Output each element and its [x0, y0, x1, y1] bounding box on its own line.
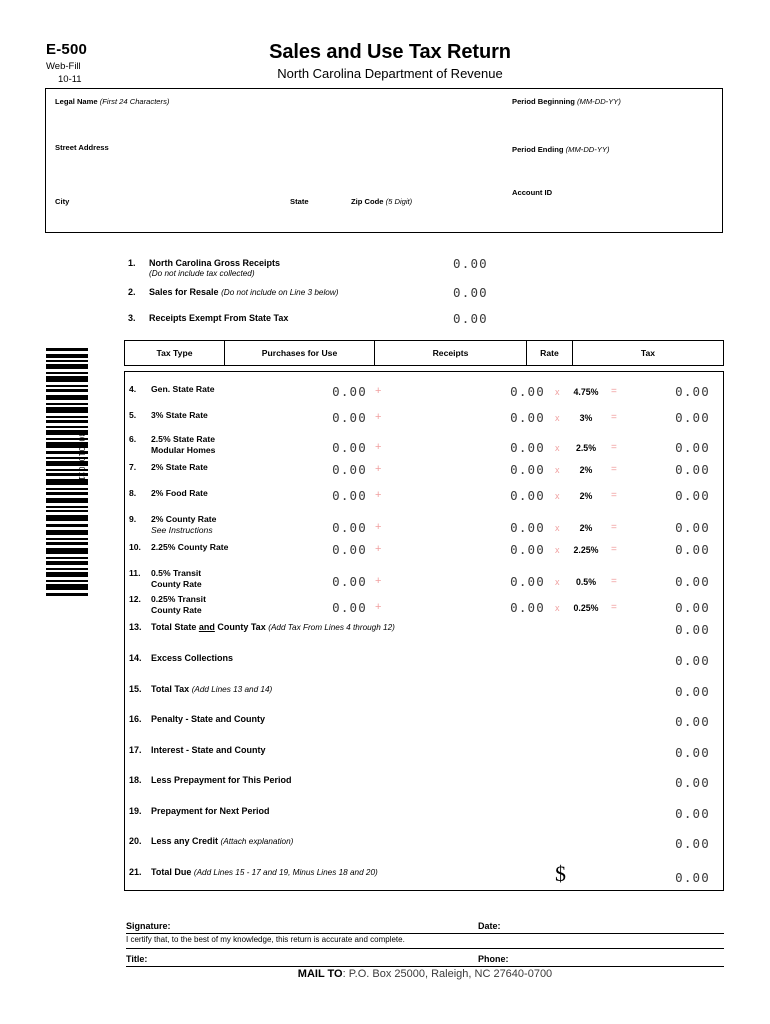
purchases-value[interactable]: 0.00 — [332, 462, 367, 477]
plus-operator-icon: + — [375, 489, 382, 501]
tax-value[interactable]: 0.00 — [675, 542, 710, 557]
line-label-text: Receipts Exempt From State Tax — [149, 313, 289, 323]
tax-row-4 — [125, 384, 725, 410]
row-label-line1: 2.5% State Rate — [151, 434, 216, 444]
times-operator-icon: x — [555, 387, 560, 397]
line-number: 3. — [128, 313, 136, 323]
date-label: Date: — [478, 921, 501, 931]
receipts-value[interactable]: 0.00 — [510, 542, 545, 557]
total-value[interactable]: 0.00 — [675, 806, 710, 821]
tax-value[interactable]: 0.00 — [675, 600, 710, 615]
times-operator-icon: x — [555, 465, 560, 475]
row-label — [151, 568, 202, 589]
total-row-15 — [125, 684, 725, 714]
mail-to-address: : P.O. Box 25000, Raleigh, NC 27640-0700 — [342, 968, 553, 980]
row-label — [151, 462, 208, 473]
plus-operator-icon: + — [375, 575, 382, 587]
receipts-value[interactable]: 0.00 — [510, 488, 545, 503]
row-label — [151, 542, 228, 553]
line-number: 1. — [128, 258, 136, 268]
column-header-tax-type: Tax Type — [125, 341, 225, 365]
state-label: State — [290, 197, 309, 206]
total-label — [151, 653, 233, 663]
total-number: 14. — [129, 653, 142, 663]
row-label — [151, 514, 216, 535]
receipts-value[interactable]: 0.00 — [510, 410, 545, 425]
purchases-value[interactable]: 0.00 — [332, 520, 367, 535]
line-label-text: North Carolina Gross Receipts — [149, 258, 281, 268]
phone-label: Phone: — [478, 954, 509, 964]
tax-row-8 — [125, 488, 725, 514]
row-label-line1: 2% State Rate — [151, 462, 208, 472]
receipts-value[interactable]: 0.00 — [510, 462, 545, 477]
total-label — [151, 836, 293, 846]
form-webfill-label: Web-Fill — [46, 61, 81, 72]
tax-row-7 — [125, 462, 725, 488]
tax-value[interactable]: 0.00 — [675, 520, 710, 535]
form-agency: North Carolina Department of Revenue — [277, 66, 503, 81]
row-number: 10. — [129, 542, 141, 552]
row-label-line1: 0.5% Transit — [151, 568, 202, 578]
total-number: 16. — [129, 714, 142, 724]
summary-line-1 — [128, 258, 728, 286]
street-address-label: Street Address — [55, 143, 109, 152]
total-label-text: Total State — [151, 622, 199, 632]
row-label-line1: 2% Food Rate — [151, 488, 208, 498]
row-number: 5. — [129, 410, 137, 420]
signature-area — [126, 916, 724, 967]
total-row-20 — [125, 836, 725, 866]
total-row-13 — [125, 622, 725, 652]
line-label — [149, 258, 280, 268]
row-label-line2: County Rate — [151, 578, 202, 589]
row-label — [151, 434, 215, 455]
period-ending-label: Period Ending (MM-DD-YY) — [512, 145, 610, 154]
summary-line-3 — [128, 313, 728, 341]
barcode-number: 8000104011 — [77, 432, 86, 481]
total-label — [151, 775, 292, 785]
total-value[interactable]: 0.00 — [675, 653, 710, 668]
purchases-value[interactable]: 0.00 — [332, 542, 367, 557]
row-number: 6. — [129, 434, 137, 444]
dollar-sign-icon: $ — [555, 861, 566, 886]
signature-row — [126, 916, 724, 934]
total-label-text: Interest - State and County — [151, 745, 266, 755]
total-label — [151, 622, 395, 632]
line-label — [149, 287, 339, 297]
row-label-line2: Modular Homes — [151, 444, 216, 455]
line-value[interactable]: 0.00 — [453, 311, 488, 326]
rate-value: 2.25% — [573, 545, 599, 555]
receipts-value[interactable]: 0.00 — [510, 574, 545, 589]
total-value[interactable]: 0.00 — [675, 775, 710, 790]
zip-code-label: Zip Code (5 Digit) — [351, 197, 413, 206]
line-value[interactable]: 0.00 — [453, 285, 488, 300]
equals-operator-icon: = — [611, 386, 617, 397]
purchases-value[interactable]: 0.00 — [332, 600, 367, 615]
purchases-value[interactable]: 0.00 — [332, 410, 367, 425]
page-title — [180, 41, 600, 82]
total-number: 13. — [129, 622, 142, 632]
row-number: 11. — [129, 568, 141, 578]
mail-to-bold: MAIL TO — [297, 968, 343, 980]
column-header-receipts: Receipts — [375, 341, 527, 365]
account-id-label: Account ID — [512, 188, 553, 197]
tax-row-9 — [125, 514, 725, 540]
total-label — [151, 745, 266, 755]
total-note: (Add Lines 13 and 14) — [191, 685, 273, 694]
row-number: 7. — [129, 462, 137, 472]
rate-value: 2% — [579, 523, 593, 533]
total-label — [151, 806, 270, 816]
equals-operator-icon: = — [611, 464, 617, 475]
tax-value[interactable]: 0.00 — [675, 410, 710, 425]
period-beginning-label: Period Beginning (MM-DD-YY) — [512, 97, 621, 106]
plus-operator-icon: + — [375, 521, 382, 533]
row-label — [151, 410, 208, 421]
rate-value: 2.5% — [575, 443, 597, 453]
tax-row-10 — [125, 542, 725, 568]
row-number: 8. — [129, 488, 137, 498]
total-row-18 — [125, 775, 725, 805]
tax-row-5 — [125, 410, 725, 436]
total-label-text-post: County Tax — [214, 622, 266, 632]
tax-table-header — [124, 340, 724, 366]
line-number: 2. — [128, 287, 136, 297]
times-operator-icon: x — [555, 523, 560, 533]
rate-value: 4.75% — [573, 387, 599, 397]
row-number: 12. — [129, 594, 141, 604]
total-label-text: Penalty - State and County — [151, 714, 266, 724]
row-label-line1: 0.25% Transit — [151, 594, 206, 604]
receipts-value[interactable]: 0.00 — [510, 440, 545, 455]
equals-operator-icon: = — [611, 490, 617, 501]
total-label-text: Excess Collections — [151, 653, 234, 663]
total-number: 20. — [129, 836, 142, 846]
row-label — [151, 488, 208, 499]
total-note: (Add Lines 15 - 17 and 19, Minus Lines 18 and 20) — [193, 868, 378, 877]
total-value[interactable]: 0.00 — [675, 745, 710, 760]
total-label-underlined: and — [198, 622, 215, 632]
row-label-line1: 3% State Rate — [151, 410, 208, 420]
total-row-16 — [125, 714, 725, 744]
title-label: Title: — [126, 954, 148, 964]
row-number: 9. — [129, 514, 137, 524]
rate-value: 2% — [579, 465, 593, 475]
row-label — [151, 384, 215, 395]
tax-row-12 — [125, 594, 725, 620]
total-number: 15. — [129, 684, 142, 694]
row-label-line2: See Instructions — [151, 524, 213, 535]
legal-name-label: Legal Name (First 24 Characters) — [55, 97, 170, 106]
line-note: (Do not include on Line 3 below) — [221, 288, 339, 297]
tax-value[interactable]: 0.00 — [675, 574, 710, 589]
line-sublabel: (Do not include tax collected) — [149, 269, 255, 278]
row-label — [151, 594, 206, 615]
total-value[interactable]: 0.00 — [675, 714, 710, 729]
plus-operator-icon: + — [375, 385, 382, 397]
equals-operator-icon: = — [611, 544, 617, 555]
taxpayer-info-box — [45, 88, 723, 233]
tax-row-11 — [125, 568, 725, 594]
total-number: 17. — [129, 745, 142, 755]
purchases-value[interactable]: 0.00 — [332, 440, 367, 455]
total-number: 19. — [129, 806, 142, 816]
column-header-rate: Rate — [527, 341, 573, 365]
plus-operator-icon: + — [375, 463, 382, 475]
line-value[interactable]: 0.00 — [453, 256, 488, 271]
mail-to-line — [126, 968, 724, 980]
equals-operator-icon: = — [611, 412, 617, 423]
summary-line-2 — [128, 287, 728, 315]
total-value[interactable]: 0.00 — [675, 836, 710, 851]
receipts-value[interactable]: 0.00 — [510, 384, 545, 399]
times-operator-icon: x — [555, 545, 560, 555]
total-number: 21. — [129, 867, 142, 877]
equals-operator-icon: = — [611, 576, 617, 587]
purchases-value[interactable]: 0.00 — [332, 574, 367, 589]
total-row-21 — [125, 861, 725, 897]
title-row — [126, 949, 724, 967]
total-note: (Attach explanation) — [220, 837, 294, 846]
plus-operator-icon: + — [375, 543, 382, 555]
total-number: 18. — [129, 775, 142, 785]
form-title: Sales and Use Tax Return — [269, 41, 511, 63]
signature-label: Signature: — [126, 921, 171, 931]
equals-operator-icon: = — [611, 442, 617, 453]
form-revision-date: 10-11 — [58, 74, 82, 85]
form-code: E-500 — [46, 41, 88, 58]
total-label — [151, 684, 272, 694]
row-label-line1: 2% County Rate — [151, 514, 217, 524]
tax-row-6 — [125, 434, 725, 460]
total-note: (Add Tax From Lines 4 through 12) — [268, 623, 395, 632]
total-value[interactable]: 0.00 — [675, 622, 710, 637]
city-label: City — [55, 197, 70, 206]
certification-statement: I certify that, to the best of my knowledge, this return is accurate and complete. — [126, 934, 724, 949]
total-label — [151, 867, 378, 877]
plus-operator-icon: + — [375, 411, 382, 423]
receipts-value[interactable]: 0.00 — [510, 600, 545, 615]
tax-value[interactable]: 0.00 — [675, 440, 710, 455]
times-operator-icon: x — [555, 443, 560, 453]
plus-operator-icon: + — [375, 441, 382, 453]
rate-value: 3% — [579, 413, 593, 423]
total-row-19 — [125, 806, 725, 836]
form-identifier — [46, 42, 196, 86]
total-row-14 — [125, 653, 725, 683]
times-operator-icon: x — [555, 577, 560, 587]
rate-value: 0.25% — [573, 603, 599, 613]
total-label-text: Total Tax — [151, 684, 190, 694]
receipts-value[interactable]: 0.00 — [510, 520, 545, 535]
total-row-17 — [125, 745, 725, 775]
times-operator-icon: x — [555, 491, 560, 501]
row-label-line1: Gen. State Rate — [151, 384, 215, 394]
plus-operator-icon: + — [375, 601, 382, 613]
total-label-text: Less any Credit — [151, 836, 219, 846]
tax-value[interactable]: 0.00 — [675, 384, 710, 399]
total-label-text: Less Prepayment for This Period — [151, 775, 292, 785]
line-label-text: Sales for Resale — [149, 287, 219, 297]
tax-table-body — [124, 371, 724, 891]
total-label — [151, 714, 265, 724]
total-label-text: Total Due — [151, 867, 192, 877]
times-operator-icon: x — [555, 603, 560, 613]
equals-operator-icon: = — [611, 522, 617, 533]
row-label-line1: 2.25% County Rate — [151, 542, 229, 552]
rate-value: 0.5% — [575, 577, 597, 587]
equals-operator-icon: = — [611, 602, 617, 613]
column-header-purchases: Purchases for Use — [225, 341, 375, 365]
purchases-value[interactable]: 0.00 — [332, 384, 367, 399]
total-value[interactable]: 0.00 — [675, 870, 710, 885]
total-label-text: Prepayment for Next Period — [151, 806, 270, 816]
tax-value[interactable]: 0.00 — [675, 488, 710, 503]
row-number: 4. — [129, 384, 137, 394]
times-operator-icon: x — [555, 413, 560, 423]
rate-value: 2% — [579, 491, 593, 501]
purchases-value[interactable]: 0.00 — [332, 488, 367, 503]
row-label-line2: County Rate — [151, 604, 202, 615]
tax-value[interactable]: 0.00 — [675, 462, 710, 477]
column-header-tax: Tax — [640, 348, 656, 358]
total-value[interactable]: 0.00 — [675, 684, 710, 699]
line-label — [149, 313, 288, 323]
